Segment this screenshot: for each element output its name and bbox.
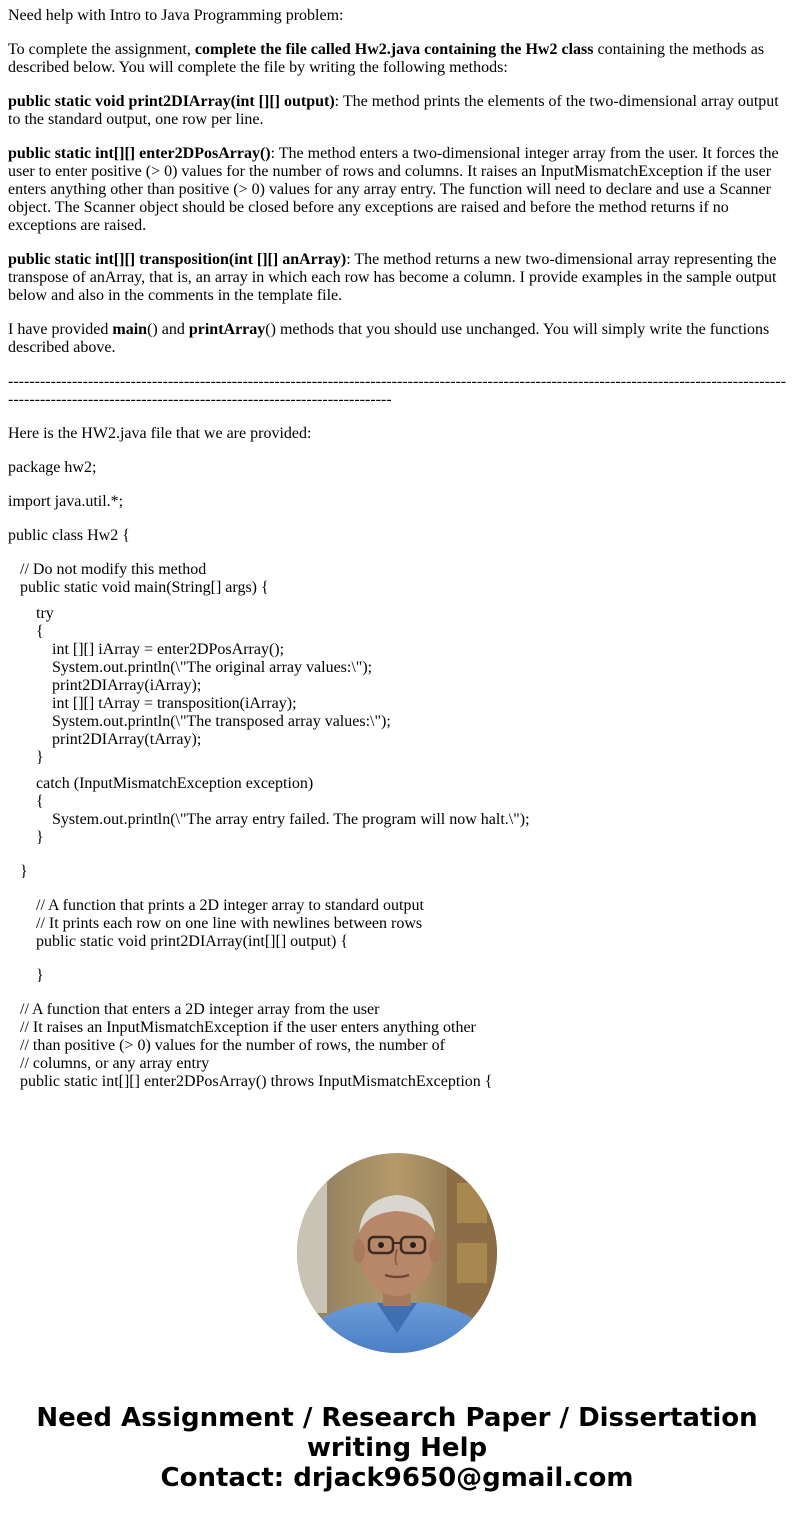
code-try: try (8, 605, 54, 622)
title-line: Need help with Intro to Java Programming problem: (8, 7, 344, 24)
code-enter-comment-3: // than positive (> 0) values for the number of rows, the number of (8, 1037, 445, 1054)
code-try-close: } (8, 749, 44, 766)
code-enter-signature: public static int[][] enter2DPosArray() throws InputMismatchException { (8, 1073, 493, 1090)
promo-line-2: writing Help (306, 1433, 488, 1463)
intro-pre: To complete the assignment, (8, 41, 195, 58)
intro-paragraph (8, 41, 786, 77)
code-import: import java.util.*; (8, 493, 124, 510)
code-main-comment: // Do not modify this method (8, 561, 207, 578)
method-signature: public static void print2DIArray(int [][] output) (8, 93, 335, 110)
code-line-3: print2DIArray(iArray); (8, 677, 202, 694)
promo-banner (0, 1403, 794, 1493)
method-signature: public static int[][] transposition(int [][] anArray) (8, 251, 347, 268)
code-catch-close: } (8, 829, 44, 846)
provided-main: main (112, 321, 148, 338)
code-line-6: print2DIArray(tArray); (8, 731, 202, 748)
separator-line: -------------------------------------------------------------------------------------------------------------------------------------------------------------------------------------------------------------------------- (8, 373, 786, 408)
provided-pre: I have provided (8, 321, 113, 338)
intro-bold: complete the file called Hw2.java containing the Hw2 class (194, 41, 594, 58)
code-print-close: } (8, 967, 44, 984)
file-intro: Here is the HW2.java file that we are provided: (8, 425, 312, 442)
code-print-comment-1: // A function that prints a 2D integer array to standard output (8, 897, 424, 914)
code-line-4: int [][] tArray = transposition(iArray); (8, 695, 297, 712)
method-signature: public static int[][] enter2DPosArray() (8, 145, 271, 162)
author-photo (297, 1153, 497, 1353)
code-enter-comment-2: // It raises an InputMismatchException if the user enters anything other (8, 1019, 476, 1036)
method-description: : The method enters a two-dimensional integer array from the user. It forces the user to enter positive (> 0) values for the number of rows and columns. It raises an InputMismatchException if the user enters anything other than positive (> 0) values for any array entry. The function will need to declare and use a Scanner object. The Scanner object should be closed before any exceptions are raised and before the method returns if no exceptions are raised. (8, 145, 779, 234)
code-line-5: System.out.println(\"The transposed array values:\"); (8, 713, 391, 730)
provided-post: () methods that you should use unchanged. You will simply write the functions described above. (8, 321, 770, 356)
method-transposition (8, 251, 786, 305)
code-catch-line: System.out.println(\"The array entry failed. The program will now halt.\"); (8, 811, 530, 828)
code-catch-open: { (8, 793, 44, 810)
code-package: package hw2; (8, 459, 97, 476)
code-listing (8, 459, 786, 1091)
portrait-illustration (297, 1153, 497, 1353)
method-description: : The method prints the elements of the two-dimensional array output to the standard output, one row per line. (8, 93, 779, 128)
promo-contact: Contact: drjack9650@gmail.com (160, 1463, 634, 1493)
code-class-decl: public class Hw2 { (8, 527, 130, 544)
provided-mid: () and (147, 321, 189, 338)
method-print2diarray (8, 93, 786, 129)
code-try-open: { (8, 623, 44, 640)
method-description: : The method returns a new two-dimensional array representing the transpose of anArray, that is, an array in which each row has become a column. I provide examples in the sample output below and also in the comments in the template file. (8, 251, 777, 304)
code-enter-comment-1: // A function that enters a 2D integer array from the user (8, 1001, 380, 1018)
code-enter-comment-4: // columns, or any array entry (8, 1055, 210, 1072)
provided-print: printArray (188, 321, 266, 338)
intro-post: containing the methods as described below. You will complete the file by writing the following methods: (8, 41, 765, 76)
promo-line-1: Need Assignment / Research Paper / Dissertation (36, 1403, 758, 1433)
code-main-close: } (8, 863, 28, 880)
code-line-1: int [][] iArray = enter2DPosArray(); (8, 641, 285, 658)
code-main-signature: public static void main(String[] args) { (8, 579, 269, 596)
code-line-2: System.out.println(\"The original array values:\"); (8, 659, 373, 676)
code-catch: catch (InputMismatchException exception) (8, 775, 314, 792)
code-print-comment-2: // It prints each row on one line with newlines between rows (8, 915, 423, 932)
method-enter2dposarray (8, 145, 786, 235)
provided-paragraph (8, 321, 786, 357)
code-print-signature: public static void print2DIArray(int[][] output) { (8, 933, 349, 950)
